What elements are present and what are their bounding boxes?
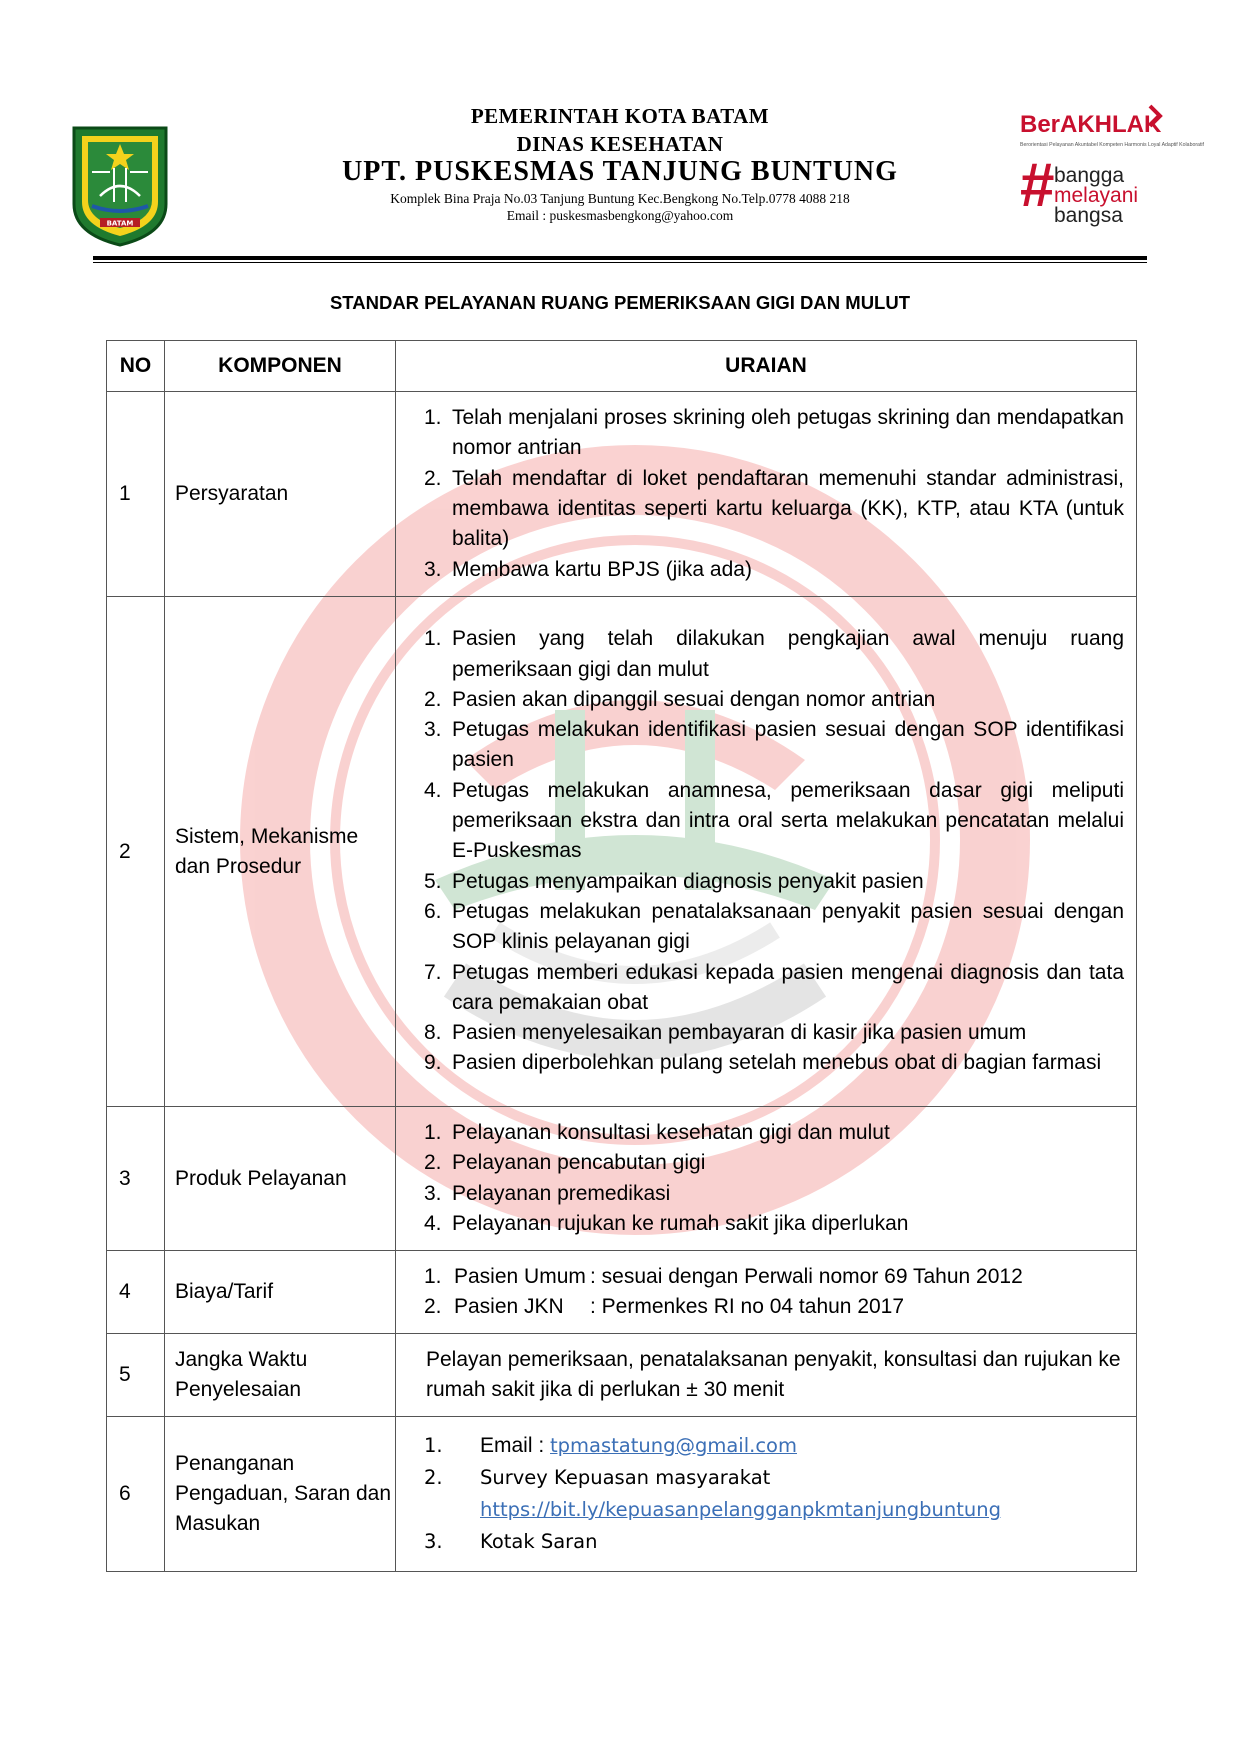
table-row <box>107 1334 1137 1417</box>
berakhlak-logo <box>1018 102 1204 242</box>
table-row <box>107 1251 1137 1334</box>
contact-email: 1. Email : tpmastatung@gmail.com <box>424 1434 797 1457</box>
row-uraian <box>396 392 1137 597</box>
tariff-item: 1. Pasien Umum : sesuai dengan Perwali nomor 69 Tahun 2012 <box>424 1264 1023 1288</box>
slogan-line-3: bangsa <box>1054 204 1123 227</box>
department-name: DINAS KESEHATAN <box>516 132 724 156</box>
slogan-line-1: bangga <box>1054 164 1125 187</box>
institution-address: Komplek Bina Praja No.03 Tanjung Buntung Kec.Bengkong No.Telp.0778 4088 218 <box>390 191 850 206</box>
list-item: 1. Telah menjalani proses skrining oleh petugas skrining dan mendapatkan nomor antrian <box>424 406 1124 460</box>
list-item: 4. Petugas melakukan anamnesa, pemeriksaan dasar gigi meliputi pemeriksaan ekstra dan intra oral serta melakukan pencatatan melalui E-Puskesmas <box>424 778 1124 863</box>
row-no: 3 <box>107 1107 165 1251</box>
government-name: PEMERINTAH KOTA BATAM <box>470 104 770 128</box>
table-row <box>107 597 1137 1107</box>
contact-survey-link-row <box>424 1494 1124 1526</box>
list-item: 5. Petugas menyampaikan diagnosis penyakit pasien <box>424 869 924 893</box>
list-item: 1. Pelayanan konsultasi kesehatan gigi dan mulut <box>424 1120 890 1144</box>
row-komponen: Persyaratan <box>165 392 396 597</box>
header-uraian: URAIAN <box>396 341 1137 392</box>
row-uraian <box>396 1107 1137 1251</box>
document-title: STANDAR PELAYANAN RUANG PEMERIKSAAN GIGI DAN MULUT <box>329 292 911 313</box>
row-uraian <box>396 1334 1137 1417</box>
completion-time-text: Pelayan pemeriksaan, penatalaksanan penyakit, konsultasi dan rujukan ke rumah sakit jika di perlukan ± 30 menit <box>426 1347 1121 1401</box>
row-komponen: Penanganan Pengaduan, Saran dan Masukan <box>165 1417 396 1572</box>
list-item: 1. Pasien yang telah dilakukan pengkajian awal menuju ruang pemeriksaan gigi dan mulut <box>424 627 1124 681</box>
list-item: 9. Pasien diperbolehkan pulang setelah menebus obat di bagian farmasi <box>424 1051 1102 1075</box>
service-standard-table <box>106 340 1137 1572</box>
emblem-label: BATAM <box>106 219 134 228</box>
list-item: 2. Pasien akan dipanggil sesuai dengan nomor antrian <box>424 687 936 711</box>
list-item: 4. Pelayanan rujukan ke rumah sakit jika diperlukan <box>424 1211 909 1235</box>
list-item: 8. Pasien menyelesaikan pembayaran di kasir jika pasien umum <box>424 1021 1027 1045</box>
row-komponen: Jangka Waktu Penyelesaian <box>165 1334 396 1417</box>
svg-text:#: # <box>1020 151 1055 220</box>
row-no: 6 <box>107 1417 165 1572</box>
list-item: 6. Petugas melakukan penatalaksanaan penyakit pasien sesuai dengan SOP klinis pelayanan gigi <box>424 899 1124 954</box>
row-no: 4 <box>107 1251 165 1334</box>
row-komponen: Produk Pelayanan <box>165 1107 396 1251</box>
list-item: 3. Petugas melakukan identifikasi pasien sesuai dengan SOP identifikasi pasien <box>424 718 1124 772</box>
list-item: 7. Petugas memberi edukasi kepada pasien mengenai diagnosis dan tata cara pemakaian obat <box>424 960 1124 1014</box>
row-no: 1 <box>107 392 165 597</box>
table-row <box>107 1107 1137 1251</box>
table-row <box>107 392 1137 597</box>
header-komponen: KOMPONEN <box>165 341 396 392</box>
list-item: 2. Pelayanan pencabutan gigi <box>424 1151 706 1175</box>
row-no: 5 <box>107 1334 165 1417</box>
table-row <box>107 1417 1137 1572</box>
row-uraian <box>396 1251 1137 1334</box>
tariff-item: 2. Pasien JKN : Permenkes RI no 04 tahun 2017 <box>424 1295 905 1318</box>
berakhlak-tagline: Berorientasi Pelayanan Akuntabel Kompeten Harmonis Loyal Adaptif Kolaboratif <box>1020 142 1204 148</box>
row-komponen: Sistem, Mekanisme dan Prosedur <box>165 597 396 1107</box>
batam-city-emblem <box>70 124 170 248</box>
berakhlak-brand: BerAKHLAK <box>1020 111 1162 138</box>
row-uraian <box>396 1417 1137 1572</box>
row-no: 2 <box>107 597 165 1107</box>
list-item: 3. Pelayanan premedikasi <box>424 1181 671 1205</box>
slogan-line-2: melayani <box>1054 184 1139 207</box>
institution-name: UPT. PUSKESMAS TANJUNG BUNTUNG <box>342 156 898 187</box>
contact-suggestion-box: 3. Kotak Saran <box>424 1530 598 1553</box>
list-item: 3. Membawa kartu BPJS (jika ada) <box>424 557 752 581</box>
header-no: NO <box>107 341 165 392</box>
email-link[interactable]: tpmastatung@gmail.com <box>550 1434 797 1457</box>
institution-email: Email : puskesmasbengkong@yahoo.com <box>506 208 734 223</box>
letterhead-rule-thin <box>93 262 1147 263</box>
row-komponen: Biaya/Tarif <box>165 1251 396 1334</box>
row-uraian <box>396 597 1137 1107</box>
table-header-row <box>107 341 1137 392</box>
list-item: 2. Telah mendaftar di loket pendaftaran memenuhi standar administrasi, membawa identitas seperti kartu keluarga (KK), KTP, atau KTA (untuk balita) <box>424 466 1124 551</box>
survey-link[interactable]: https://bit.ly/kepuasanpelangganpkmtanjungbuntung <box>480 1498 1001 1521</box>
contact-survey: 2. Survey Kepuasan masyarakat <box>424 1466 771 1489</box>
letterhead-rule <box>93 256 1147 260</box>
